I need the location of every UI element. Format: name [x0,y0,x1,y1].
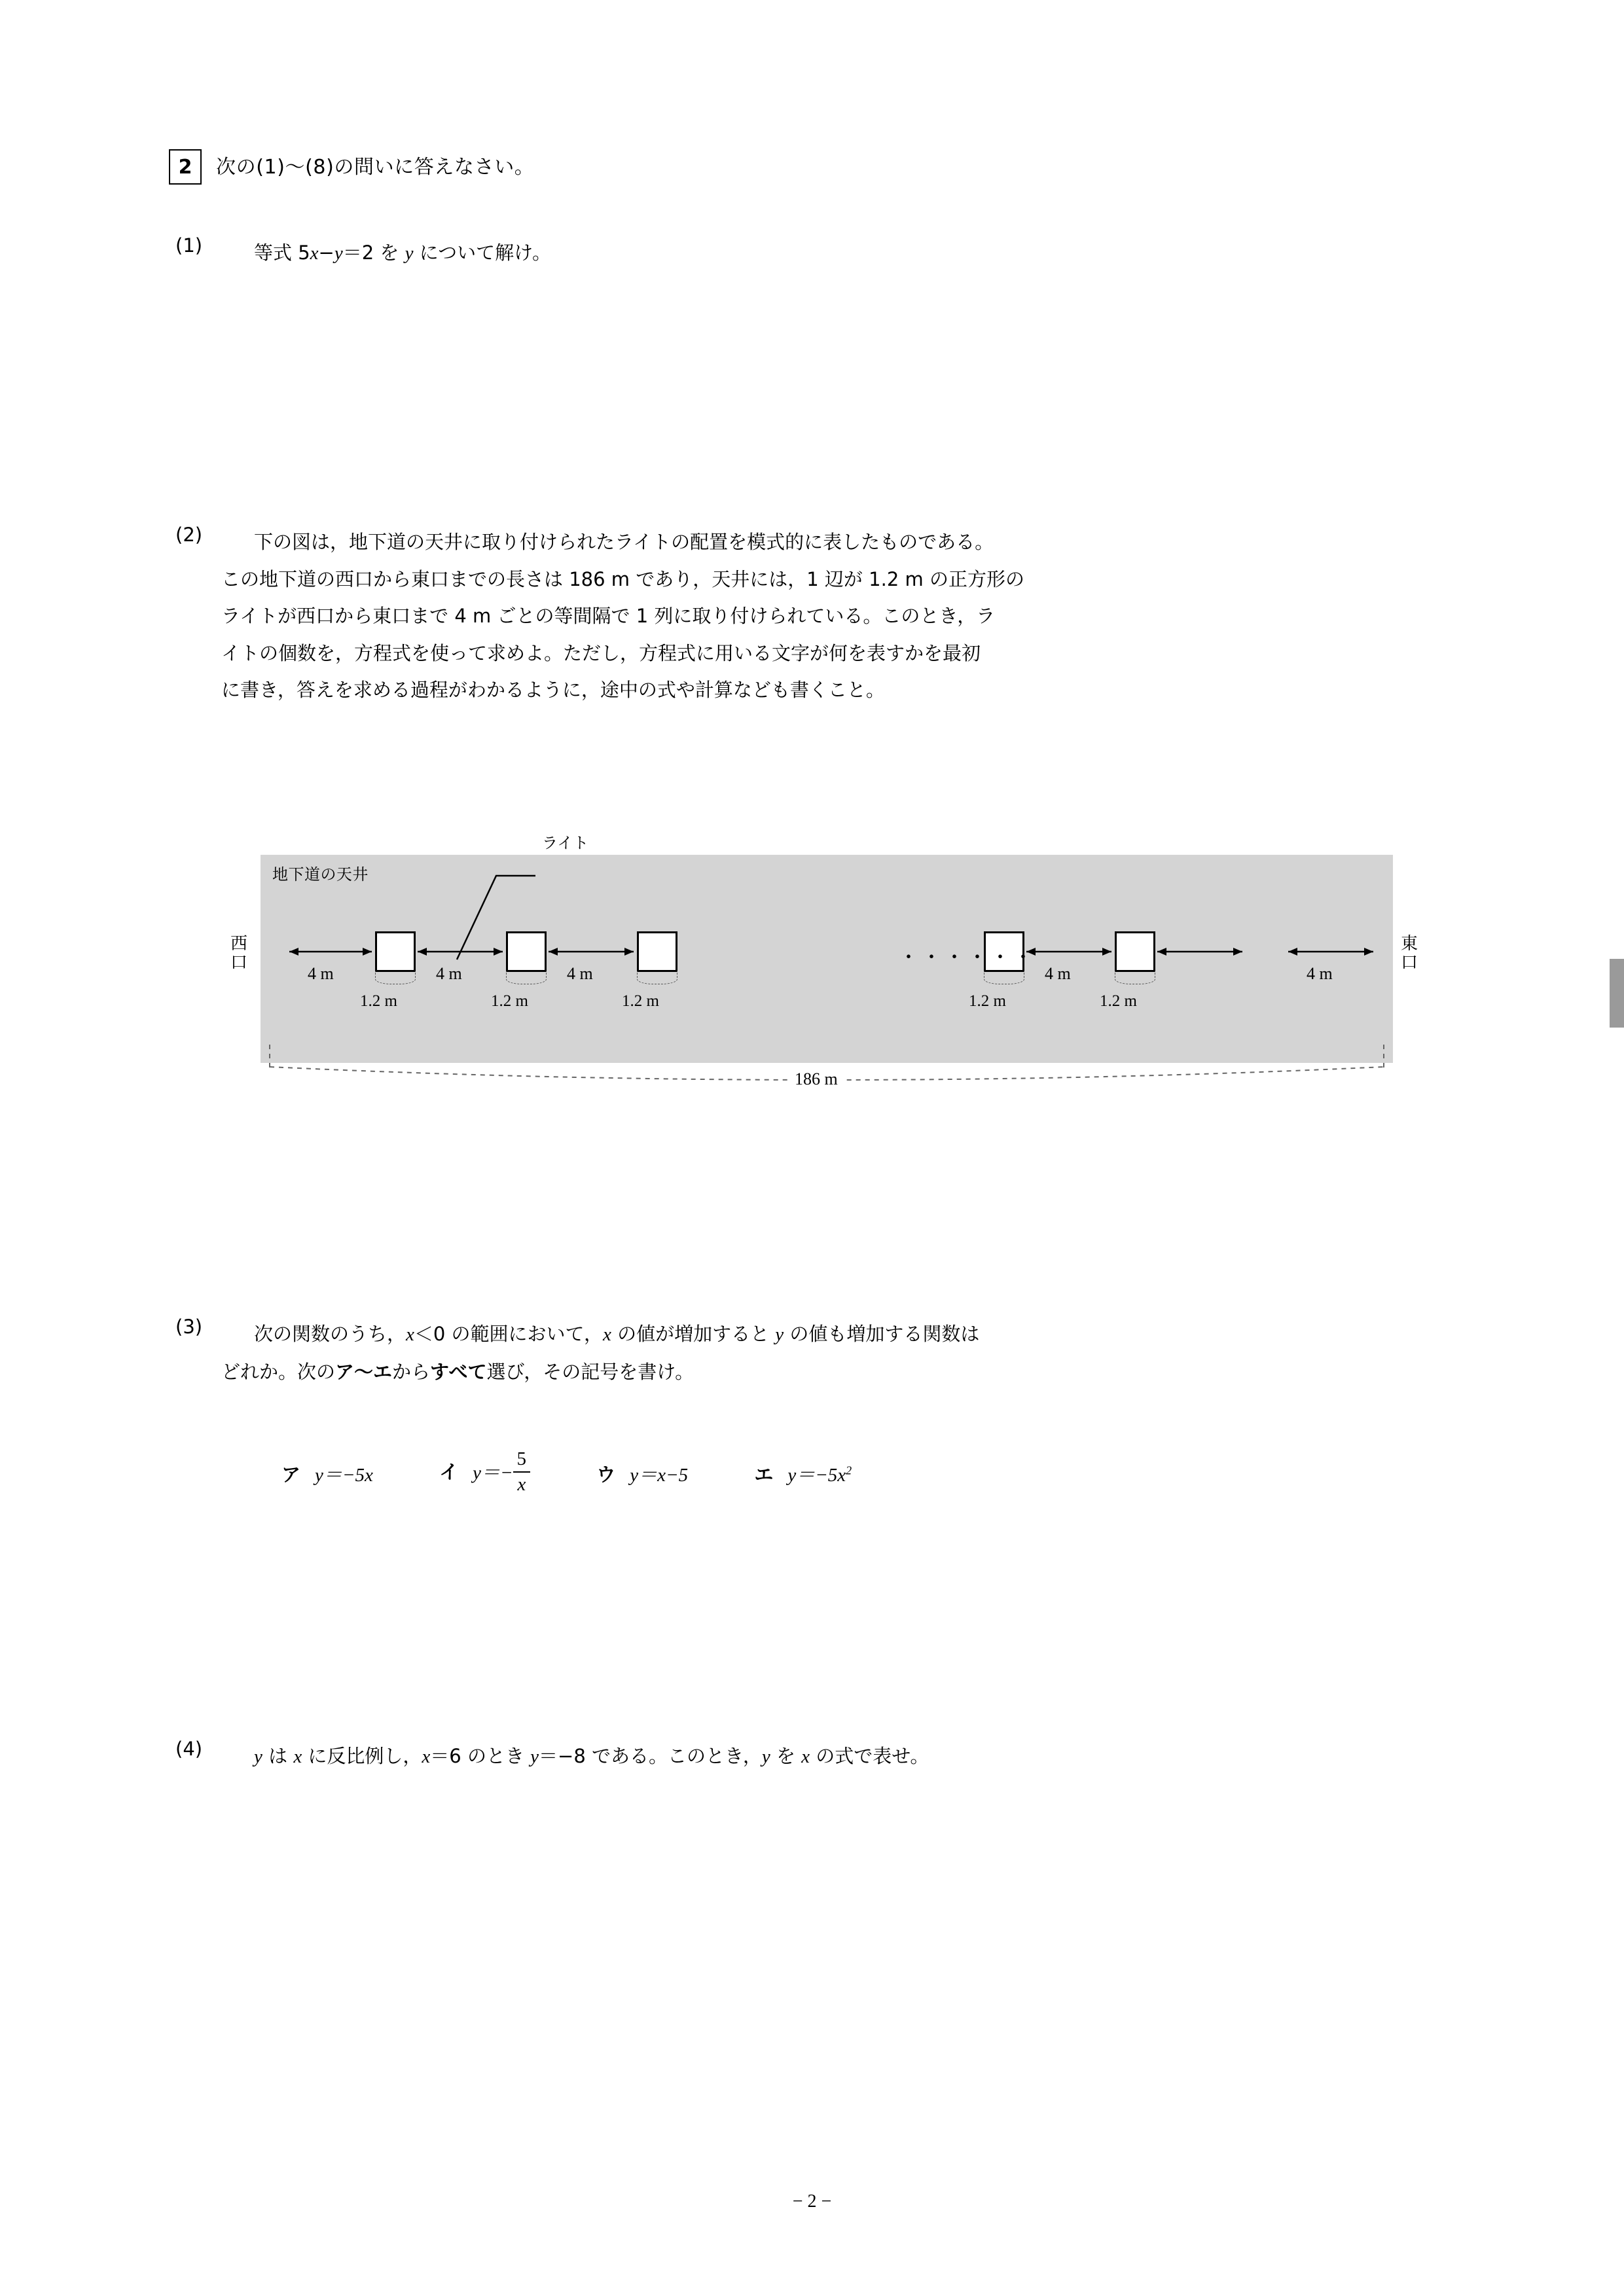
light-shadow [637,971,677,984]
total-length-label: 186 m [788,1069,844,1089]
east-entrance-label: 東口 [1400,934,1418,973]
choice-a-mark: ア [281,1463,301,1486]
question-3-text [221,1316,1485,1390]
light-shadow [1115,971,1155,984]
lamp-size-label: 1.2 m [622,992,659,1010]
q4-y1: y [254,1746,262,1767]
choice-d-exponent: 2 [846,1463,852,1477]
choice-b [439,1450,530,1498]
problem-heading: 次の(1)〜(8)の問いに答えなさい。 [216,156,535,179]
q3-l1-x1: x [406,1324,414,1345]
q4-f: ＝6 のとき [430,1745,531,1767]
q3-line-2 [221,1354,1485,1391]
q4-x2: x [422,1746,431,1767]
light-shadow [375,971,416,984]
q1-part-c: − [318,242,334,264]
q3-l1-c: ＜0 の範囲において， [414,1323,603,1345]
choice-d [754,1460,852,1487]
gap-label: 4 m [436,964,462,983]
light-shadow [984,971,1024,984]
q3-l2-e: 選び，その記号を書け。 [486,1360,695,1383]
q3-l1-y: y [775,1324,784,1345]
question-4-text [254,1738,1485,1776]
q4-j: を [770,1745,802,1767]
question-4-label: (4) [175,1738,203,1760]
q4-x1: x [293,1746,302,1767]
choice-c [596,1460,688,1487]
problem-number: 2 [169,149,202,185]
q3-l2-c: から [392,1360,431,1383]
q4-x3: x [801,1746,810,1767]
q3-l1-a: 次の関数のうち， [254,1323,406,1345]
q4-l: の式で表せ。 [810,1745,929,1767]
q3-l2-choices-range: ア〜エ [335,1360,393,1383]
choice-b-prefix: y＝− [473,1462,513,1484]
lamp-size-label: 1.2 m [969,992,1006,1010]
tunnel-ceiling-label: 地下道の天井 [272,865,369,884]
page-number: − 2 − [792,2191,832,2212]
light-square [506,931,547,972]
q4-y3: y [761,1746,770,1767]
west-entrance-label: 西口 [230,934,247,973]
q3-l1-x2: x [602,1324,611,1345]
q4-b: は [262,1745,294,1767]
q3-l1-e: の値が増加すると [611,1323,776,1345]
lamp-size-label: 1.2 m [1100,992,1137,1010]
q3-line-1 [254,1316,1485,1354]
choice-c-expr: y＝x−5 [630,1464,689,1486]
q1-var-x: x [310,243,319,264]
q2-line-1: 下の図は，地下道の天井に取り付けられたライトの配置を模式的に表したものである。 [254,531,994,553]
q4-h: ＝−8 である。このとき， [539,1745,762,1767]
gap-label: 4 m [1307,964,1333,983]
light-callout-label: ライト [542,834,589,852]
choice-a [281,1460,373,1487]
q1-part-g: について解け。 [413,242,551,264]
q1-var-y1: y [334,243,343,264]
light-square [637,931,677,972]
choice-a-expr: y＝−5x [315,1464,373,1486]
gap-label: 4 m [1045,964,1071,983]
lamp-size-label: 1.2 m [491,992,528,1010]
light-shadow [506,971,547,984]
choice-d-expr: y＝−5x [787,1464,846,1486]
q2-line-4: イトの個数を，方程式を使って求めよ。ただし，方程式に用いる文字が何を表すかを最初 [221,641,981,664]
q4-d: に反比例し， [302,1745,422,1767]
q3-l1-g: の値も増加する関数は [784,1323,980,1345]
gap-label: 4 m [567,964,593,983]
light-square [375,931,416,972]
q2-line-3: ライトが西口から東口まで 4 m ごとの等間隔で 1 列に取り付けられている。このとき，ラ [221,605,996,628]
q1-part-e: ＝2 を [342,242,405,264]
q3-l2-all: すべて [430,1360,487,1383]
q2-line-2: この地下道の西口から東口までの長さは 186 m であり，天井には，1 辺が 1.2 m の正方形の [221,567,1024,590]
q3-l2-a: どれか。次の [221,1360,336,1383]
tunnel-lights-figure [230,834,1418,1111]
question-3-label: (3) [175,1316,203,1338]
page-edge-marker [1610,959,1624,1028]
choice-d-mark: エ [754,1463,774,1486]
light-square [1115,931,1155,972]
q1-var-y2: y [405,243,414,264]
q2-line-5: に書き，答えを求める過程がわかるように，途中の式や計算なども書くこと。 [221,679,885,702]
question-3-choices [281,1450,852,1498]
choice-c-mark: ウ [596,1463,616,1486]
ellipsis-label: ・・・・・・ [899,947,1036,969]
question-2-text [221,524,1485,709]
q1-part-a: 等式 5 [254,242,310,264]
question-1-text [254,234,1301,272]
choice-b-denominator: x [517,1474,526,1496]
q4-y2: y [530,1746,539,1767]
choice-b-numerator: 5 [513,1448,531,1473]
lamp-size-label: 1.2 m [360,992,397,1010]
question-2-label: (2) [175,524,203,546]
question-1-label: (1) [175,234,203,257]
choice-b-fraction [513,1448,531,1496]
gap-label: 4 m [308,964,334,983]
choice-b-mark: イ [439,1461,459,1484]
